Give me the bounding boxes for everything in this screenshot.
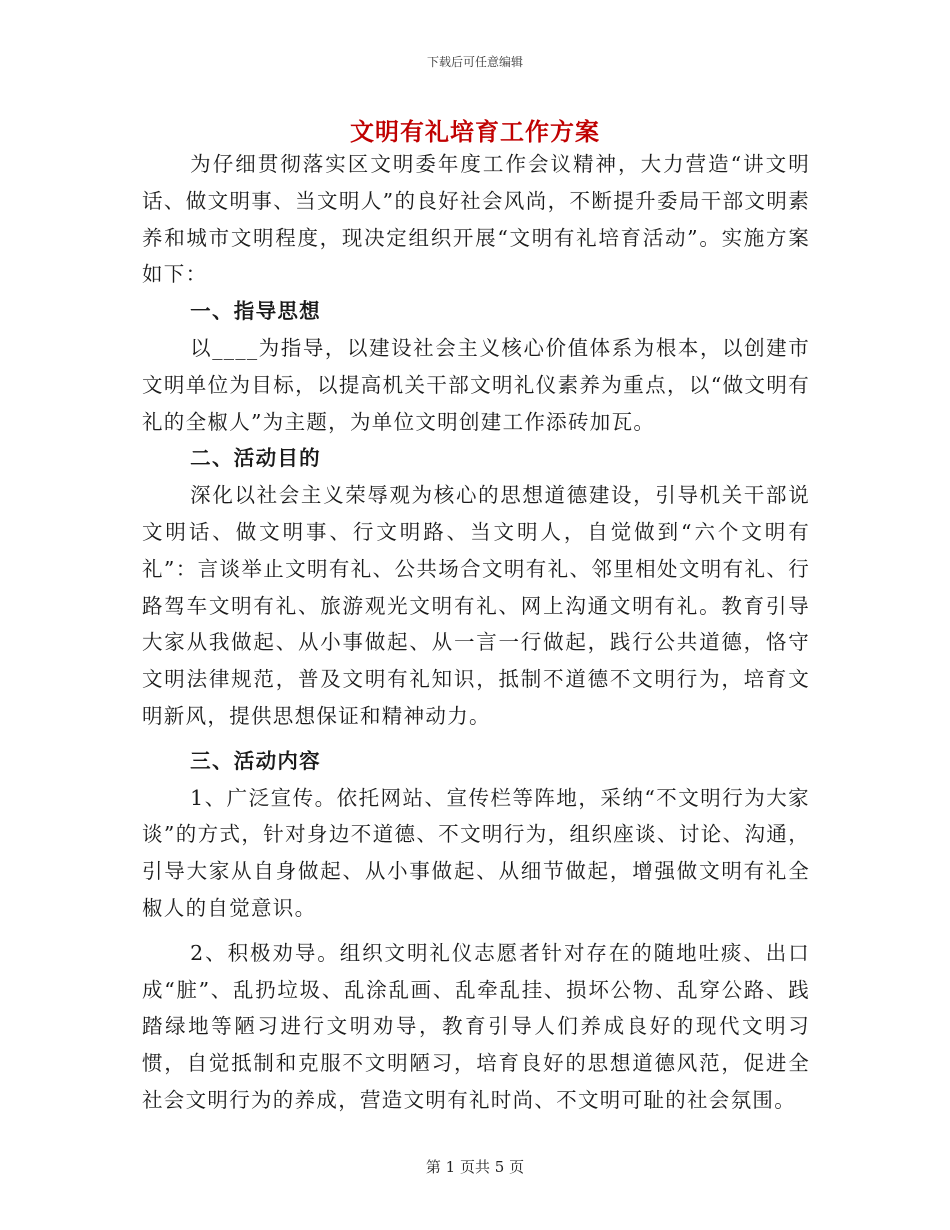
document-body bbox=[142, 146, 810, 1119]
page-number: 第 1 页共 5 页 bbox=[425, 1158, 525, 1176]
content-item-publicity: 1、广泛宣传。依托网站、宣传栏等阵地，采纳“不文明行为大家谈”的方式，针对身边不道德、不文明行为，组织座谈、讨论、沟通，引导大家从自身做起、从小事做起、从细节做起，增强做文明有礼全椒人的自觉意识。 bbox=[142, 785, 810, 920]
header-note: 下载后可任意编辑 bbox=[426, 55, 523, 69]
section-paragraph-guiding-ideology: 以____为指导，以建设社会主义核心价值体系为根本，以创建市文明单位为目标，以提高机关干部文明礼仪素养为重点，以“做文明有礼的全椒人”为主题，为单位文明创建工作添砖加瓦。 bbox=[142, 335, 810, 434]
section-heading-guiding-ideology: 一、指导思想 bbox=[190, 299, 321, 324]
section-heading-activity-purpose: 二、活动目的 bbox=[190, 446, 321, 471]
section-paragraph-activity-purpose: 深化以社会主义荣辱观为核心的思想道德建设，引导机关干部说文明话、做文明事、行文明路、当文明人，自觉做到“六个文明有礼”：言谈举止文明有礼、公共场合文明有礼、邻里相处文明有礼、行路驾车文明有礼、旅游观光文明有礼、网上沟通文明有礼。教育引导大家从我做起、从小事做起、从一言一行做起，践行公共道德，恪守文明法律规范，普及文明有礼知识，抵制不道德不文明行为，培育文明新风，提供思想保证和精神动力。 bbox=[142, 483, 810, 728]
document-title: 文明有礼培育工作方案 bbox=[350, 117, 600, 146]
content-item-persuasion: 2、积极劝导。组织文明礼仪志愿者针对存在的随地吐痰、出口成“脏”、乱扔垃圾、乱涂乱画、乱牵乱挂、损坏公物、乱穿公路、践踏绿地等陋习进行文明劝导，教育引导人们养成良好的现代文明习惯，自觉抵制和克服不文明陋习，培育良好的思想道德风范，促进全社会文明行为的养成，营造文明有礼时尚、不文明可耻的社会氛围。 bbox=[142, 940, 810, 1112]
section-heading-activity-content: 三、活动内容 bbox=[190, 748, 321, 773]
intro-paragraph: 为仔细贯彻落实区文明委年度工作会议精神，大力营造“讲文明话、做文明事、当文明人”的良好社会风尚，不断提升委局干部文明素养和城市文明程度，现决定组织开展“文明有礼培育活动”。实施方案如下： bbox=[142, 152, 810, 287]
